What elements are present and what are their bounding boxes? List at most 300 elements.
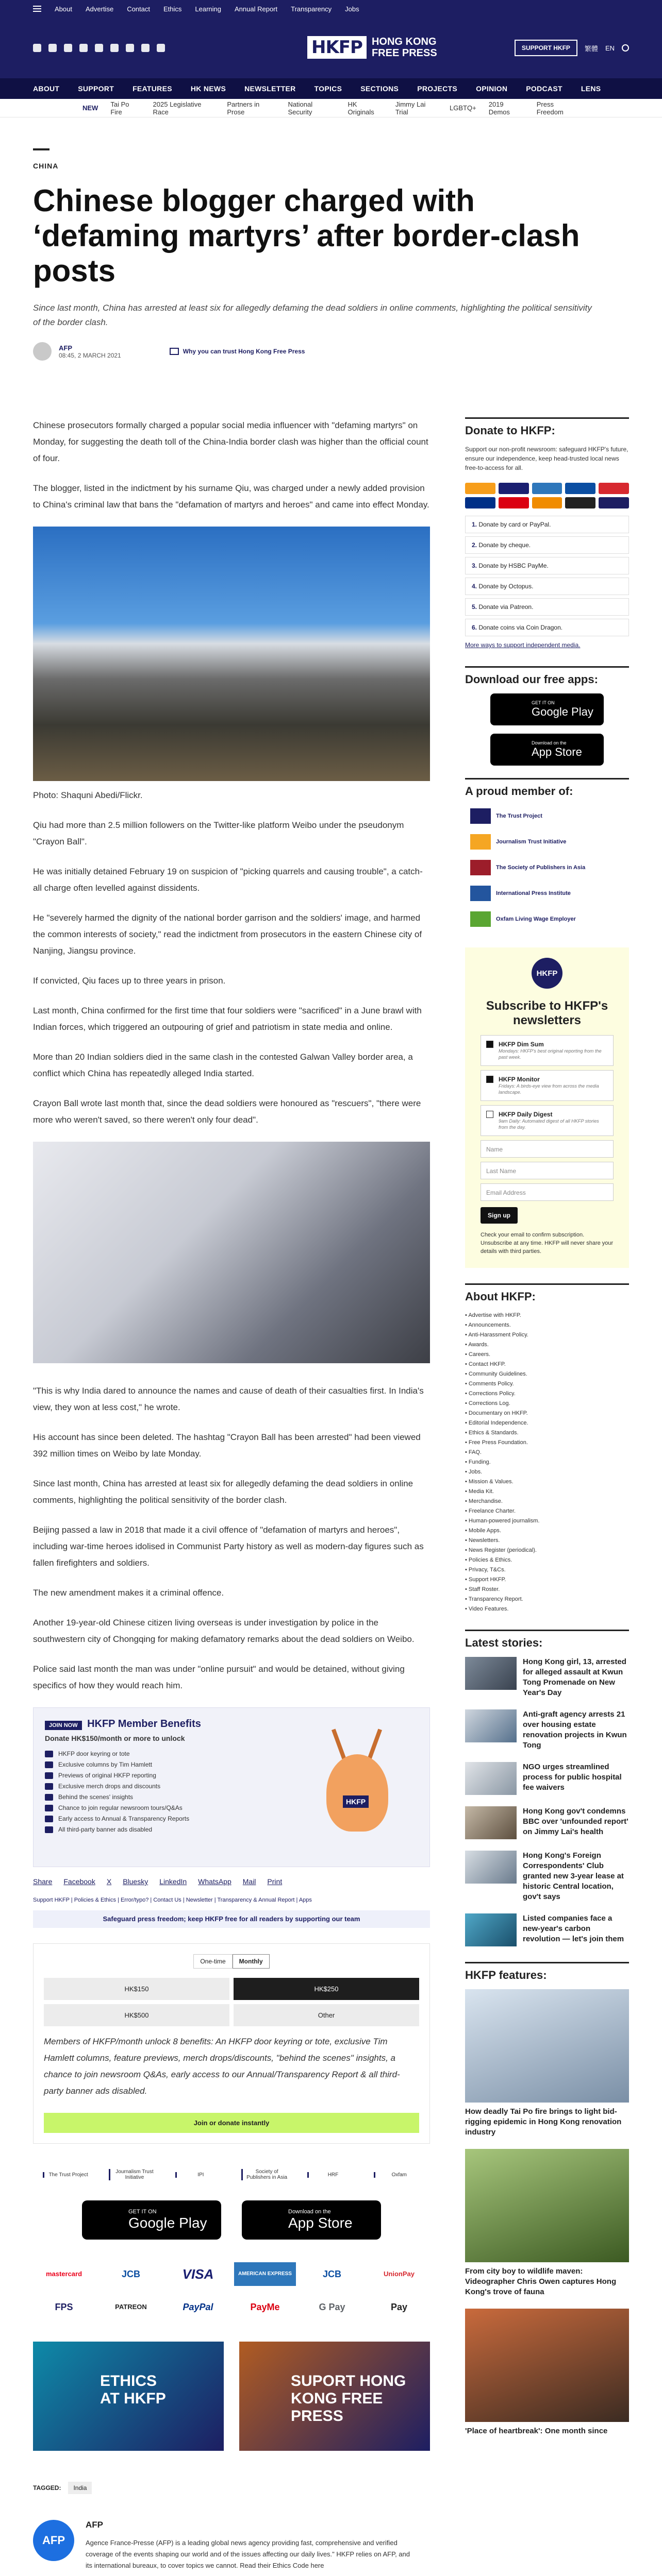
store-name: App Store xyxy=(532,745,582,758)
about-link[interactable]: • Funding. xyxy=(465,1458,629,1467)
amount-option[interactable]: HK$500 xyxy=(44,2004,229,2026)
author-box xyxy=(33,2520,430,2576)
nav-sections[interactable]: SECTIONS xyxy=(360,84,399,93)
instagram-icon[interactable] xyxy=(64,44,72,52)
first-name-field[interactable]: Name xyxy=(481,1140,614,1158)
share-facebook[interactable]: Facebook xyxy=(63,1877,95,1886)
utility-transparency[interactable]: Transparency xyxy=(291,5,332,13)
mascot-body xyxy=(326,1754,388,1832)
nav-support[interactable]: SUPPORT xyxy=(78,84,114,93)
about-widget xyxy=(465,1283,629,1614)
share-whatsapp[interactable]: WhatsApp xyxy=(198,1877,231,1886)
tile-label-line: AT HKFP xyxy=(100,2390,166,2407)
about-link[interactable]: • Contact HKFP. xyxy=(465,1360,629,1369)
paragraph: He was initially detained February 19 on suspicion of "picking quarrels and causing trouble", a catch-all charge often levelled against dissidents. xyxy=(33,867,423,893)
trending-item[interactable]: HK Originals xyxy=(347,100,374,116)
payme-icon xyxy=(499,497,529,509)
member-list xyxy=(465,808,629,927)
member-logo[interactable] xyxy=(470,834,629,850)
partner-logos xyxy=(33,2164,430,2185)
member-benefits-banner[interactable] xyxy=(33,1707,430,1867)
nav-about[interactable]: ABOUT xyxy=(33,84,60,93)
menu-icon[interactable] xyxy=(33,6,41,12)
trending-item[interactable]: 2019 Demos xyxy=(488,100,510,116)
last-name-field[interactable]: Last Name xyxy=(481,1162,614,1179)
nav-lens[interactable]: LENS xyxy=(581,84,601,93)
store-name: Google Play xyxy=(532,705,593,718)
main-nav xyxy=(0,78,662,99)
feature-thumbnail xyxy=(465,1989,629,2103)
logo-line-1: HONG KONG xyxy=(371,36,437,47)
trending-item[interactable]: National Security xyxy=(288,100,313,116)
donate-option-num: 4. xyxy=(472,583,477,590)
store-small-label: GET IT ON xyxy=(532,700,555,705)
trending-item[interactable]: Press Freedom xyxy=(536,100,564,116)
search-icon[interactable] xyxy=(622,44,629,52)
latest-story[interactable] xyxy=(465,1657,629,1698)
utility-jobs[interactable]: Jobs xyxy=(345,5,359,13)
newsletter-desc: Mondays: HKFP's best original reporting from the past week. xyxy=(499,1048,602,1060)
tile-label xyxy=(291,2372,430,2425)
article-photo-border xyxy=(33,527,430,781)
partner-logo[interactable]: HRF xyxy=(307,2172,354,2178)
google-play-button[interactable] xyxy=(490,693,604,725)
newsletter-name: HKFP Daily Digest xyxy=(499,1111,553,1118)
paypal-icon xyxy=(465,497,495,509)
benefit-item: Behind the scenes' insights xyxy=(45,1792,418,1803)
about-link[interactable]: • Awards. xyxy=(465,1340,629,1350)
feature-item[interactable] xyxy=(465,1989,629,2138)
paragraph: Police said last month the man was under "online pursuit" and would be detained, without giving specifics of how they would reach him. xyxy=(33,1664,405,1690)
apps-widget xyxy=(465,666,629,766)
partner-logo[interactable]: Journalism Trust Initiative xyxy=(109,2169,155,2180)
paragraph: His account has since been deleted. The hashtag "Crayon Ball has been arrested" had been viewed 392 million times on Weibo by late Monday. xyxy=(33,1432,421,1459)
trust-link[interactable] xyxy=(170,348,305,355)
payment-cards xyxy=(465,483,629,509)
amount-option[interactable]: HK$150 xyxy=(44,1978,229,2000)
benefit-item: HKFP door keyring or tote xyxy=(45,1749,418,1759)
promo-subtitle: Donate HK$150/month or more to unlock xyxy=(45,1734,185,1742)
author-avatar xyxy=(33,342,52,361)
about-link[interactable]: • Merchandise. xyxy=(465,1497,629,1506)
utility-contact[interactable]: Contact xyxy=(127,5,150,13)
author-box-name[interactable]: AFP xyxy=(86,2520,103,2530)
share-label: Share xyxy=(33,1877,53,1886)
social-links xyxy=(33,44,165,52)
about-link[interactable]: • Media Kit. xyxy=(465,1487,629,1497)
paragraph: Since last month, China has arrested at least six for allegedly defaming the dead soldiers in online comments, highlighting the political sensitivity of the border clash. xyxy=(33,1479,413,1505)
share-bluesky[interactable]: Bluesky xyxy=(123,1877,148,1886)
about-link[interactable]: • Comments Policy. xyxy=(465,1379,629,1389)
article-standfirst: Since last month, China has arrested at least six for allegedly defaming the dead soldiers in online comments, highlighting the political sensitivity of the border clash. xyxy=(33,303,592,327)
paragraph: He "severely harmed the dignity of the national border garrison and the soldiers' image, and harmed the common interests of society," read the indictment from prosecutors in the eastern Chinese city of Nanjing, Jiangsu province. xyxy=(33,913,422,956)
paragraph: The new amendment makes it a criminal offence. xyxy=(33,1588,224,1598)
share-x[interactable]: X xyxy=(106,1877,112,1886)
signup-button[interactable]: Sign up xyxy=(481,1207,518,1224)
story-thumbnail xyxy=(465,1913,517,1946)
share-mail[interactable]: Mail xyxy=(242,1877,256,1886)
tile-label xyxy=(100,2372,166,2408)
newsletter-option[interactable] xyxy=(481,1035,614,1066)
google-play-button[interactable] xyxy=(82,2200,221,2240)
afp-logo[interactable]: AFP xyxy=(33,2520,74,2561)
trending-item[interactable]: 2025 Legislative Race xyxy=(153,100,202,116)
share-linkedin[interactable]: LinkedIn xyxy=(159,1877,187,1886)
patreon-logo[interactable]: PATREON xyxy=(115,2303,147,2311)
section-rule xyxy=(33,148,49,150)
about-link[interactable]: • Mission & Values. xyxy=(465,1477,629,1487)
tagged-label: TAGGED: xyxy=(33,2484,61,2492)
about-link[interactable]: • Policies & Ethics. xyxy=(465,1555,629,1565)
email-field[interactable]: Email Address xyxy=(481,1183,614,1201)
payme-logo[interactable]: PayMe xyxy=(250,2302,280,2312)
mastercard-icon xyxy=(465,483,495,494)
donate-option[interactable] xyxy=(465,557,629,574)
fps-logo[interactable]: FPS xyxy=(55,2302,73,2312)
paragraph: The blogger, listed in the indictment by his surname Qiu, was charged under a newly added provision to China's criminal law that bans the "defamation of martyrs and heroes" and came into effect Monday. xyxy=(33,483,429,510)
donation-note: Members of HKFP/month unlock 8 benefits: An HKFP door keyring or tote, exclusive Tim Hamlett columns, feature previews, merch drops/discounts, "behind the scenes" insights, a chance to join newsroom Q&As, early access to our Annual/Transparency Report & all third-party banner ads disabled. xyxy=(44,2037,400,2096)
about-link[interactable]: • Careers. xyxy=(465,1350,629,1360)
donate-option-num: 6. xyxy=(472,624,477,631)
photo-caption: Photo: Shaquni Abedi/Flickr. xyxy=(33,790,143,800)
story-thumbnail xyxy=(465,1762,517,1795)
feature-thumbnail xyxy=(465,2309,629,2422)
utility-annual-report[interactable]: Annual Report xyxy=(235,5,278,13)
donate-option-label: Donate via Patreon. xyxy=(478,603,534,611)
story-thumbnail xyxy=(465,1657,517,1690)
latest-story[interactable] xyxy=(465,1762,629,1795)
partner-logo[interactable]: Oxfam xyxy=(374,2172,420,2178)
linkedin-icon[interactable] xyxy=(141,44,150,52)
feature-title: How deadly Tai Po fire brings to light bid-rigging epidemic in Hong Kong renovation industry xyxy=(465,2107,622,2137)
store-small-label: Download on the xyxy=(532,740,567,745)
donation-widget xyxy=(33,1943,430,2144)
byline-meta xyxy=(59,344,121,359)
newsletter-desc: 9am Daily: Automated digest of all HKFP stories from the day. xyxy=(499,1118,599,1130)
paypal-logo[interactable]: PayPal xyxy=(183,2302,213,2312)
deer-mascot-illustration xyxy=(306,1723,409,1842)
trending-label: NEW xyxy=(82,104,98,112)
x-icon[interactable] xyxy=(48,44,57,52)
nav-projects[interactable]: PROJECTS xyxy=(417,84,458,93)
app-store-button[interactable] xyxy=(490,734,604,766)
donate-option-label: Donate by HSBC PayMe. xyxy=(478,562,549,569)
promo-tiles xyxy=(33,2342,430,2451)
mascot-badge: HKFP xyxy=(343,1795,369,1808)
newsletter-option[interactable] xyxy=(481,1070,614,1101)
author-bio: Agence France-Presse (AFP) is a leading global news agency providing fast, comprehensive and verified coverage of the events shaping our world and of the issues affecting our daily lives." HKFP relies on AFP, and its international bureaux, to cover topics we cannot. Read their Ethics Code here xyxy=(86,2539,410,2569)
footer-links-line[interactable]: Support HKFP | Policies & Ethics | Error/typo? | Contact Us | Newsletter | Transparency & Annual Report | Apps xyxy=(33,1897,312,1903)
story-thumbnail xyxy=(465,1709,517,1742)
partner-logo[interactable]: Society of Publishers in Asia xyxy=(241,2169,288,2180)
story-thumbnail xyxy=(465,1806,517,1839)
trust-icon xyxy=(170,348,179,355)
jcb-logo[interactable]: JCB xyxy=(322,2269,341,2279)
mastercard-logo[interactable]: mastercard xyxy=(45,2270,82,2278)
masthead-actions xyxy=(515,40,629,56)
payment-methods xyxy=(33,2262,430,2319)
amount-option-other[interactable]: Other xyxy=(234,2004,419,2026)
newsletter-option-text xyxy=(499,1111,608,1130)
newsletter-title: Subscribe to HKFP's newsletters xyxy=(486,999,608,1027)
donate-option[interactable] xyxy=(465,516,629,533)
checkbox-checked[interactable] xyxy=(486,1076,493,1083)
trending-item[interactable]: Jimmy Lai Trial xyxy=(395,100,426,116)
nav-hk-news[interactable]: HK NEWS xyxy=(190,84,226,93)
apple-pay-logo[interactable]: Pay xyxy=(390,2302,408,2312)
member-mark xyxy=(470,808,491,824)
latest-story[interactable] xyxy=(465,1851,629,1902)
partner-logo[interactable]: IPI xyxy=(175,2172,222,2178)
newsletter-option-text xyxy=(499,1076,608,1095)
newsletter-desc: Fridays: A birds-eye view from across the media landscape. xyxy=(499,1083,599,1095)
member-mark xyxy=(470,911,491,927)
share-print[interactable]: Print xyxy=(267,1877,283,1886)
site-logo[interactable] xyxy=(307,36,437,59)
facebook-icon[interactable] xyxy=(33,44,41,52)
store-small-label: GET IT ON xyxy=(128,2209,157,2215)
ethics-tile[interactable] xyxy=(33,2342,224,2451)
store-name: Google Play xyxy=(128,2215,207,2231)
byline xyxy=(33,342,629,361)
latest-story[interactable] xyxy=(465,1913,629,1946)
email-icon[interactable] xyxy=(126,44,134,52)
about-link[interactable]: • Privacy, T&Cs. xyxy=(465,1565,629,1575)
about-link[interactable]: • Ethics & Standards. xyxy=(465,1428,629,1438)
member-widget xyxy=(465,778,629,927)
amount-option-selected[interactable]: HK$250 xyxy=(234,1978,419,2000)
logo-mark: HKFP xyxy=(307,36,367,59)
partner-logo[interactable]: The Trust Project xyxy=(43,2172,89,2178)
member-name: Journalism Trust Initiative xyxy=(496,839,567,845)
paragraph: Qiu had more than 2.5 million followers on the Twitter-like platform Weibo under the pseudonym "Crayon Ball". xyxy=(33,820,404,846)
author-name[interactable]: AFP xyxy=(59,344,72,352)
about-link[interactable]: • Support HKFP. xyxy=(465,1575,629,1585)
member-name: International Press Institute xyxy=(496,890,571,896)
story-title: Listed companies face a new-year's carbon revolution — let's join them xyxy=(523,1914,624,1943)
safeguard-banner[interactable]: Safeguard press freedom; keep HKFP free for all readers by supporting our team xyxy=(33,1910,430,1928)
member-mark xyxy=(470,886,491,901)
about-link[interactable]: • News Register (periodical). xyxy=(465,1546,629,1555)
article-section[interactable]: CHINA xyxy=(33,162,59,170)
amex-logo[interactable]: AMERICAN EXPRESS xyxy=(234,2262,296,2286)
tag-row xyxy=(33,2482,430,2494)
trending-item[interactable]: Tai Po Fire xyxy=(110,100,129,116)
nav-features[interactable]: FEATURES xyxy=(133,84,172,93)
paragraph: Last month, China confirmed for the first time that four soldiers were "sacrificed" in a June brawl with Indian forces, which triggered an outpouring of grief and patriotism in state media and online. xyxy=(33,1006,422,1032)
content-grid xyxy=(33,417,629,2576)
paragraph: Beijing passed a law in 2018 that made it a civil offence of "defamation of martyrs and heroes", including war-time heroes idolised in Communist Party history as well as modern-day figures such as fallen firefighters and soldiers. xyxy=(33,1525,424,1568)
member-name: The Society of Publishers in Asia xyxy=(496,865,586,871)
antler-right xyxy=(368,1728,382,1759)
app-store-buttons xyxy=(33,2200,430,2240)
donate-option-num: 1. xyxy=(472,521,477,528)
store-small-label: Download on the xyxy=(288,2209,331,2215)
donate-options xyxy=(465,516,629,636)
logo-line-2: FREE PRESS xyxy=(371,47,437,59)
about-link[interactable]: • Newsletters. xyxy=(465,1536,629,1546)
about-link[interactable]: • Transparency Report. xyxy=(465,1595,629,1604)
paragraph: Crayon Ball wrote last month that, since the dead soldiers were honoured as "rescuers", "there were more who weren't saved, so there weren't only four dead". xyxy=(33,1098,421,1125)
trending-item[interactable]: LGBTQ+ xyxy=(450,104,476,112)
about-links xyxy=(465,1311,629,1614)
utility-about[interactable]: About xyxy=(55,5,72,13)
newsletter-name: HKFP Monitor xyxy=(499,1076,540,1083)
story-title: Hong Kong girl, 13, arrested for alleged assault at Kwun Tong Promenade on New Year's Day xyxy=(523,1657,626,1697)
about-link[interactable]: • Community Guidelines. xyxy=(465,1369,629,1379)
feature-item[interactable] xyxy=(465,2149,629,2297)
sidebar xyxy=(465,417,629,2576)
about-link[interactable]: • Anti-Harassment Policy. xyxy=(465,1330,629,1340)
language-english[interactable]: EN xyxy=(605,44,615,52)
paragraph: Chinese prosecutors formally charged a popular social media influencer with "defaming martyrs" on Monday, for suggesting the death toll of the China-India border clash was higher than the official count of four. xyxy=(33,420,428,463)
benefit-item: Exclusive columns by Tim Hamlett xyxy=(45,1759,418,1770)
freq-monthly[interactable]: Monthly xyxy=(233,1954,270,1969)
donate-option-label: Donate by Octopus. xyxy=(478,583,534,590)
nav-newsletter[interactable]: NEWSLETTER xyxy=(244,84,296,93)
promo-title: HKFP Member Benefits xyxy=(87,1718,201,1730)
threads-icon[interactable] xyxy=(79,44,88,52)
freq-one-time[interactable]: One-time xyxy=(193,1954,232,1969)
about-link[interactable]: • Documentary on HKFP. xyxy=(465,1409,629,1418)
member-logo[interactable] xyxy=(470,886,629,901)
latest-story[interactable] xyxy=(465,1709,629,1751)
utility-bar xyxy=(0,0,662,18)
about-link[interactable]: • Staff Roster. xyxy=(465,1585,629,1595)
bluesky-icon[interactable] xyxy=(95,44,103,52)
unionpay-logo[interactable]: UnionPay xyxy=(384,2270,415,2278)
donate-option-num: 5. xyxy=(472,603,477,611)
nav-opinion[interactable]: OPINION xyxy=(476,84,508,93)
amount-options xyxy=(44,1978,419,2026)
feature-item[interactable] xyxy=(465,2309,629,2436)
donate-option-num: 3. xyxy=(472,562,477,569)
feature-title: 'Place of heartbreak': One month since xyxy=(465,2427,608,2435)
nav-topics[interactable]: TOPICS xyxy=(314,84,342,93)
donate-title: Donate to HKFP: xyxy=(465,424,555,437)
features-widget xyxy=(465,1962,629,2436)
antler-left xyxy=(332,1728,346,1759)
benefit-item: Chance to join regular newsroom tours/Q&As xyxy=(45,1803,418,1814)
trust-link-label: Why you can trust Hong Kong Free Press xyxy=(183,348,305,355)
donate-option-label: Donate coins via Coin Dragon. xyxy=(478,624,563,631)
tile-label-line: KONG FREE PRESS xyxy=(291,2390,383,2425)
language-chinese[interactable]: 繁體 xyxy=(584,44,598,53)
member-logo[interactable] xyxy=(470,911,629,927)
benefit-item: Early access to Annual & Transparency Reports xyxy=(45,1814,418,1824)
trending-item[interactable]: Partners in Prose xyxy=(227,100,260,116)
paragraph: Another 19-year-old Chinese citizen living overseas is under investigation by police in the southwestern city of Chongqing for making defamatory remarks about the dead soldiers on Weibo. xyxy=(33,1618,415,1644)
member-name: Oxfam Living Wage Employer xyxy=(496,916,576,922)
tag-chip[interactable]: India xyxy=(68,2482,92,2494)
about-title: About HKFP: xyxy=(465,1290,536,1303)
member-name: The Trust Project xyxy=(496,813,542,819)
author-details xyxy=(86,2520,416,2576)
about-link[interactable]: • Editorial Independence. xyxy=(465,1418,629,1428)
latest-story[interactable] xyxy=(465,1806,629,1839)
donate-widget xyxy=(465,417,629,649)
about-link[interactable]: • Corrections Policy. xyxy=(465,1389,629,1399)
newsletter-option[interactable] xyxy=(481,1105,614,1136)
article-photo-keyboard xyxy=(33,1142,430,1363)
donate-option[interactable] xyxy=(465,578,629,595)
member-logo[interactable] xyxy=(470,808,629,824)
support-tile[interactable] xyxy=(239,2342,430,2451)
about-link[interactable]: • FAQ. xyxy=(465,1448,629,1458)
about-link[interactable]: • Mobile Apps. xyxy=(465,1526,629,1536)
store-name: App Store xyxy=(288,2215,353,2231)
paragraph: If convicted, Qiu faces up to three years in prison. xyxy=(33,976,226,986)
tile-label-line: SUPORT HONG xyxy=(291,2372,406,2389)
member-mark xyxy=(470,860,491,875)
more-ways-link[interactable]: More ways to support independent media. xyxy=(465,641,581,649)
feature-title: From city boy to wildlife maven: Videographer Chris Owen captures Hong Kong's trove of fauna xyxy=(465,2267,617,2296)
masthead xyxy=(0,18,662,78)
newsletter-widget xyxy=(465,947,629,1268)
donate-option-num: 2. xyxy=(472,541,477,549)
publish-date: 08:45, 2 MARCH 2021 xyxy=(59,351,121,359)
about-link[interactable]: • Freelance Charter. xyxy=(465,1506,629,1516)
about-link[interactable]: • Free Press Foundation. xyxy=(465,1438,629,1448)
benefit-item: Previews of original HKFP reporting xyxy=(45,1770,418,1781)
newsletter-fine-print: Check your email to confirm subscription. Unsubscribe at any time. HKFP will never share your details with third parties. xyxy=(481,1232,614,1255)
donate-option[interactable] xyxy=(465,598,629,616)
jcb-icon xyxy=(565,483,595,494)
member-mark xyxy=(470,834,491,850)
donate-option[interactable] xyxy=(465,536,629,554)
about-link[interactable]: • Corrections Log. xyxy=(465,1399,629,1409)
article-header xyxy=(0,117,662,361)
about-link[interactable]: • Announcements. xyxy=(465,1320,629,1330)
latest-widget xyxy=(465,1630,629,1946)
join-donate-button[interactable]: Join or donate instantly xyxy=(44,2113,419,2133)
jcb-logo[interactable]: JCB xyxy=(121,2269,140,2279)
share-bar xyxy=(33,1877,430,1886)
tiktok-icon[interactable] xyxy=(157,44,165,52)
donate-option[interactable] xyxy=(465,619,629,636)
utility-advertise[interactable]: Advertise xyxy=(85,5,114,13)
fps-icon xyxy=(599,497,629,509)
checkbox-checked[interactable] xyxy=(486,1041,493,1048)
visa-icon xyxy=(499,483,529,494)
google-pay-logo[interactable]: G Pay xyxy=(319,2302,345,2312)
utility-learning[interactable]: Learning xyxy=(195,5,222,13)
checkbox-unchecked[interactable] xyxy=(486,1111,493,1118)
visa-logo[interactable]: VISA xyxy=(182,2266,214,2282)
story-title: NGO urges streamlined process for public hospital fee waivers xyxy=(523,1762,622,1792)
nav-podcast[interactable]: PODCAST xyxy=(526,84,562,93)
story-thumbnail xyxy=(465,1851,517,1884)
benefit-item: Exclusive merch drops and discounts xyxy=(45,1781,418,1792)
youtube-icon[interactable] xyxy=(110,44,119,52)
about-link[interactable]: • Human-powered journalism. xyxy=(465,1516,629,1526)
utility-ethics[interactable]: Ethics xyxy=(163,5,182,13)
about-link[interactable]: • Video Features. xyxy=(465,1604,629,1614)
about-link[interactable]: • Advertise with HKFP. xyxy=(465,1311,629,1320)
support-hkfp-button[interactable]: SUPPORT HKFP xyxy=(515,40,577,56)
app-store-button[interactable] xyxy=(242,2200,381,2240)
frequency-toggle xyxy=(44,1954,419,1969)
about-link[interactable]: • Jobs. xyxy=(465,1467,629,1477)
benefit-item: All third-party banner ads disabled xyxy=(45,1824,418,1835)
story-title: Anti-graft agency arrests 21 over housing estate renovation projects in Kwun Tong xyxy=(523,1710,627,1750)
features-title: HKFP features: xyxy=(465,1969,547,1981)
hkfp-logo: HKFP xyxy=(532,958,562,989)
tile-label-line: ETHICS xyxy=(100,2372,157,2389)
article-body xyxy=(33,417,430,2576)
trending-bar xyxy=(0,99,662,117)
member-logo[interactable] xyxy=(470,860,629,875)
